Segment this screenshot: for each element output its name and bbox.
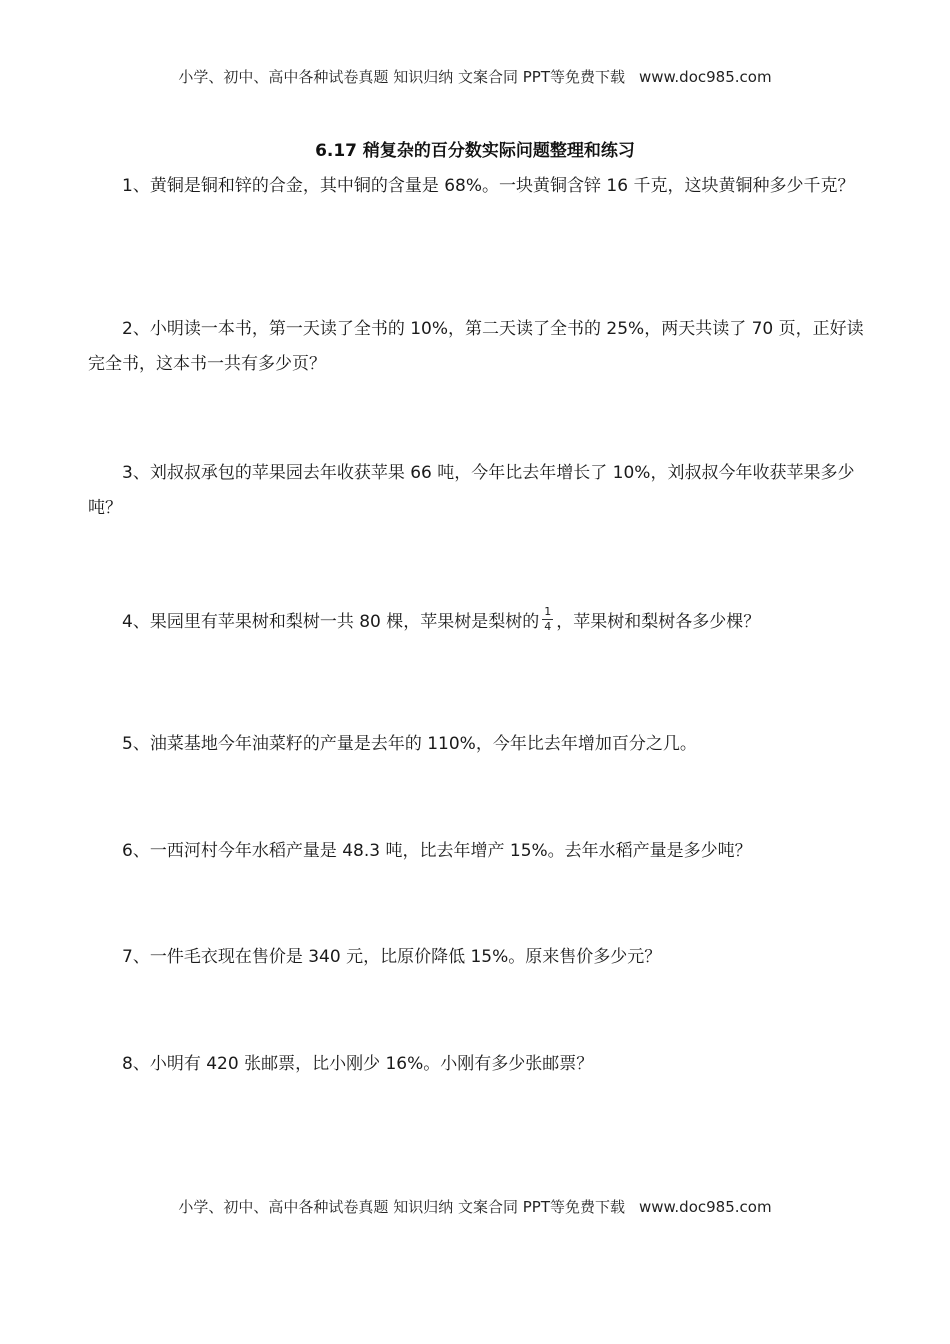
question-6: 6、一西河村今年水稻产量是 48.3 吨，比去年增产 15%。去年水稻产量是多少吨？ bbox=[122, 841, 752, 861]
question-3: 3、刘叔叔承包的苹果园去年收获苹果 66 吨，今年比去年增长了 10%，刘叔叔今年收获苹果多少吨？ bbox=[88, 463, 855, 518]
question-7: 7、一件毛衣现在售价是 340 元，比原价降低 15%。原来售价多少元？ bbox=[122, 947, 662, 967]
page-header bbox=[0, 66, 950, 87]
footer-url[interactable]: www.doc985.com bbox=[638, 1198, 772, 1216]
page-footer bbox=[0, 1196, 950, 1217]
question-4-text-before: 4、果园里有苹果树和梨树一共 80 棵，苹果树是梨树的 bbox=[122, 612, 540, 632]
footer-text: 小学、初中、高中各种试卷真题 知识归纳 文案合同 PPT等免费下载 bbox=[178, 1198, 625, 1216]
question-2: 2、小明读一本书，第一天读了全书的 10%，第二天读了全书的 25%，两天共读了 70 页，正好读完全书，这本书一共有多少页？ bbox=[88, 319, 864, 374]
document-title: 6.17 稍复杂的百分数实际问题整理和练习 bbox=[315, 141, 635, 161]
fraction-numerator: 1 bbox=[544, 604, 552, 618]
question-4 bbox=[88, 605, 868, 640]
fraction-one-quarter bbox=[542, 606, 553, 633]
question-8: 8、小明有 420 张邮票，比小刚少 16%。小刚有多少张邮票？ bbox=[122, 1054, 594, 1074]
question-1: 1、黄铜是铜和锌的合金，其中铜的含量是 68%。一块黄铜含锌 16 千克，这块黄铜种多少千克？ bbox=[122, 176, 855, 196]
question-4-text-after: ，苹果树和梨树各多少棵？ bbox=[556, 612, 761, 632]
fraction-denominator: 4 bbox=[544, 619, 552, 633]
header-text: 小学、初中、高中各种试卷真题 知识归纳 文案合同 PPT等免费下载 bbox=[178, 68, 625, 86]
question-5: 5、油菜基地今年油菜籽的产量是去年的 110%，今年比去年增加百分之几。 bbox=[122, 734, 697, 754]
header-url[interactable]: www.doc985.com bbox=[638, 68, 772, 86]
